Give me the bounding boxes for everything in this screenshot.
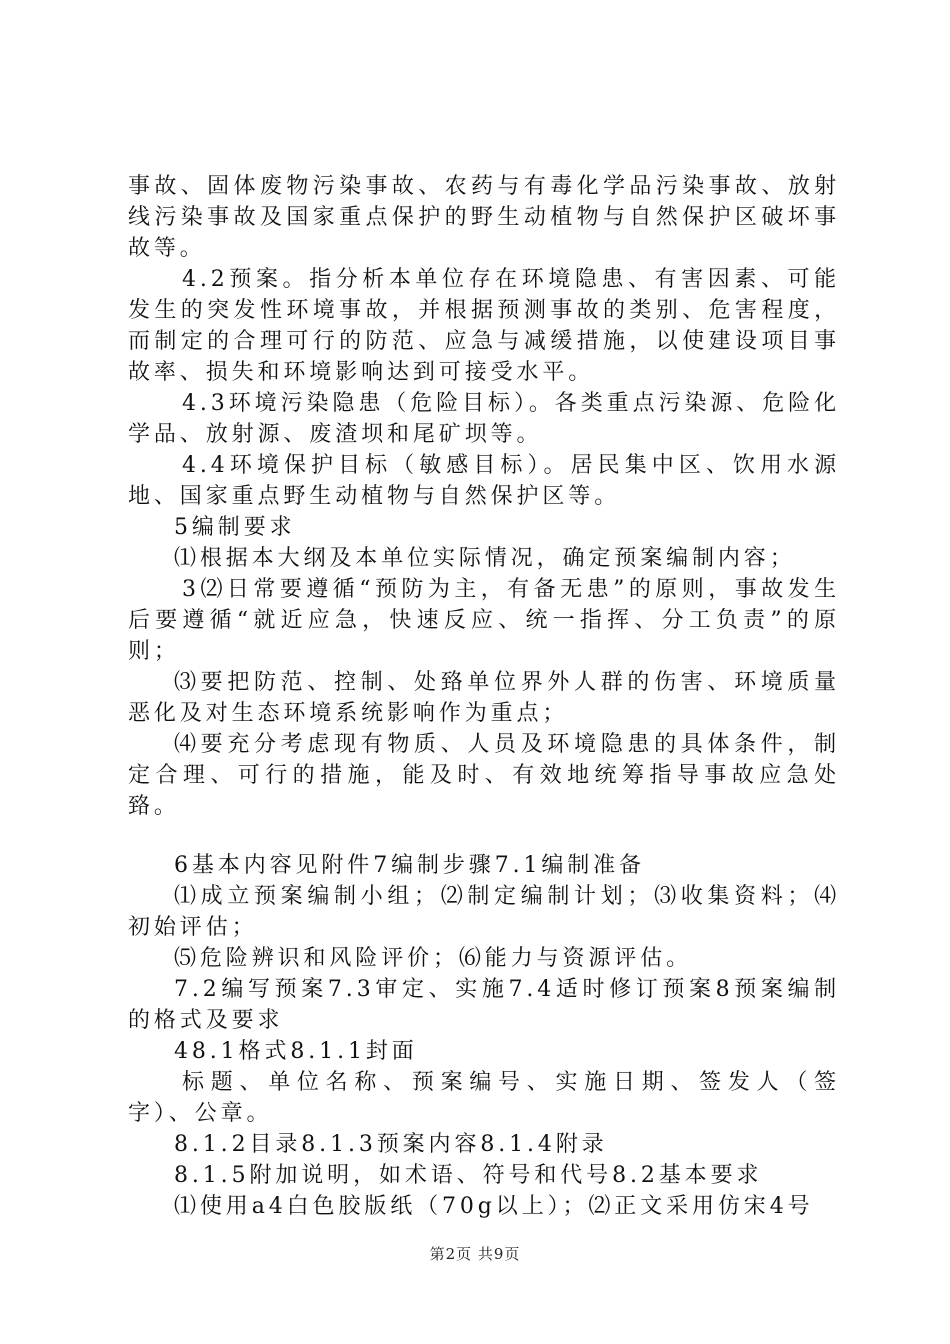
paragraph-2: 4.2预案。指分析本单位存在环境隐患、有害因素、可能发生的突发性环境事故，并根据预测事故的类别、危害程度，而制定的合理可行的防范、应急与减缓措施，以使建设项目事故率、损失和环境影响达到可接受水平。 — [128, 267, 840, 385]
paragraph-1: 事故、固体废物污染事故、农药与有毒化学品污染事故、放射线污染事故及国家重点保护的野生动植物与自然保护区破坏事故等。 — [128, 174, 840, 261]
paragraph-12: ⑸危险辨识和风险评价；⑹能力与资源评估。 — [174, 946, 693, 971]
paragraph-17: 8.1.5附加说明，如术语、符号和代号8.2基本要求 — [174, 1163, 763, 1188]
paragraph-6: ⑴根据本大纲及本单位实际情况，确定预案编制内容； — [174, 546, 796, 571]
paragraph-18: ⑴使用a4白色胶版纸（70g以上）；⑵正文采用仿宋4号 — [174, 1194, 814, 1219]
paragraph-14: 48.1格式8.1.1封面 — [174, 1039, 418, 1064]
section-heading-5: 5编制要求 — [174, 515, 296, 540]
paragraph-9: ⑷要充分考虑现有物质、人员及环境隐患的具体条件，制定合理、可行的措施，能及时、有效地统筹指导事故应急处臵。 — [128, 732, 840, 819]
document-body — [128, 171, 840, 1222]
paragraph-3: 4.3环境污染隐患（危险目标）。各类重点污染源、危险化学品、放射源、废渣坝和尾矿坝等。 — [128, 391, 840, 447]
paragraph-13: 7.2编写预案7.3审定、实施7.4适时修订预案8预案编制的格式及要求 — [128, 977, 840, 1033]
paragraph-10: 6基本内容见附件7编制步骤7.1编制准备 — [174, 853, 645, 878]
paragraph-7: 3⑵日常要遵循“预防为主，有备无患”的原则，事故发生后要遵循“就近应急，快速反应、统一指挥、分工负责”的原则； — [128, 577, 840, 664]
paragraph-16: 8.1.2目录8.1.3预案内容8.1.4附录 — [174, 1132, 608, 1157]
paragraph-8: ⑶要把防范、控制、处臵单位界外人群的伤害、环境质量恶化及对生态环境系统影响作为重点； — [128, 670, 840, 726]
page-footer: 第2页 共9页 — [429, 1245, 521, 1263]
paragraph-15: 标题、单位名称、预案编号、实施日期、签发人（签字）、公章。 — [128, 1070, 840, 1126]
paragraph-11: ⑴成立预案编制小组；⑵制定编制计划；⑶收集资料；⑷初始评估； — [128, 884, 840, 940]
paragraph-4: 4.4环境保护目标（敏感目标）。居民集中区、饮用水源地、国家重点野生动植物与自然保护区等。 — [128, 453, 840, 509]
